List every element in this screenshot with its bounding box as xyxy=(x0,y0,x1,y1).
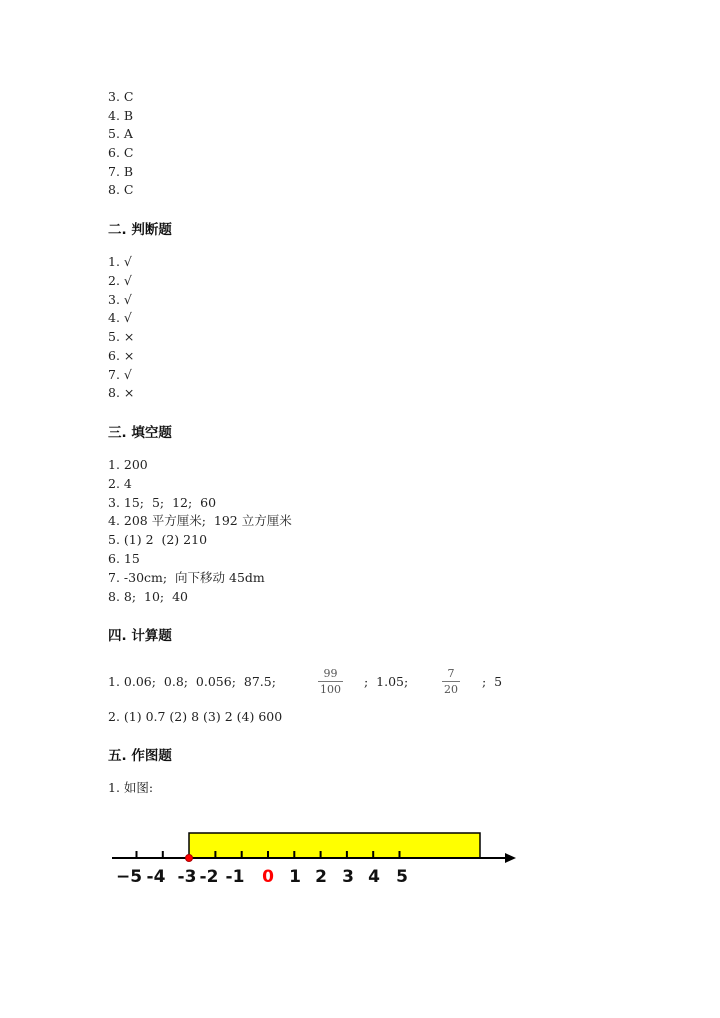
tick-label: 2 xyxy=(315,867,327,887)
fill-answer-2: 2. 4 xyxy=(108,476,132,491)
mc-answer-5: 5. A xyxy=(108,126,133,141)
judge-answer-4: 4. √ xyxy=(108,310,132,325)
judge-answer-7: 7. √ xyxy=(108,367,132,382)
mc-answer-3: 3. C xyxy=(108,89,134,104)
tick-label: 3 xyxy=(342,867,354,887)
tick-label: 0 xyxy=(262,867,274,887)
judge-answer-1: 1. √ xyxy=(108,254,132,269)
section-heading-fill: 三. 填空题 xyxy=(108,425,172,441)
judge-answer-2: 2. √ xyxy=(108,273,132,288)
tick-label: 4 xyxy=(368,867,380,887)
fill-answer-5: 5. (1) 2 (2) 210 xyxy=(108,532,208,547)
highlight-rectangle xyxy=(189,833,480,858)
fraction-numerator: 99 xyxy=(323,667,338,680)
fill-answer-3: 3. 15; 5; 12; 60 xyxy=(108,495,217,510)
tick-label: -3 xyxy=(177,867,197,887)
fraction-denominator: 20 xyxy=(444,683,458,696)
mc-answer-4: 4. B xyxy=(108,108,134,123)
tick-label-group xyxy=(116,867,408,887)
mc-answer-6: 6. C xyxy=(108,145,134,160)
tick-label: -4 xyxy=(146,867,166,887)
start-point-marker xyxy=(186,855,193,862)
mc-answer-7: 7. B xyxy=(108,164,134,179)
section-heading-draw: 五. 作图题 xyxy=(108,748,172,764)
tick-label: 5 xyxy=(396,867,408,887)
fill-answer-6: 6. 15 xyxy=(108,551,140,566)
tick-label: -1 xyxy=(225,867,245,887)
judge-answer-6: 6. × xyxy=(108,348,135,363)
fraction-denominator: 100 xyxy=(320,683,341,696)
judge-answer-3: 3. √ xyxy=(108,292,132,307)
judge-answer-8: 8. × xyxy=(108,385,135,400)
axis-arrow-icon xyxy=(505,853,516,863)
calc-answer-1-part-c: ; 5 xyxy=(482,674,503,689)
tick-label: −5 xyxy=(115,867,143,887)
fill-answer-7: 7. -30cm; 向下移动 45dm xyxy=(108,570,265,585)
fill-answer-1: 1. 200 xyxy=(108,457,148,472)
fill-answer-8: 8. 8; 10; 40 xyxy=(108,589,188,604)
calc-answer-1-part-b: ; 1.05; xyxy=(364,674,409,689)
section-heading-calc: 四. 计算题 xyxy=(108,628,172,644)
draw-answer-1: 1. 如图: xyxy=(108,780,154,795)
fill-answer-4: 4. 208 平方厘米; 192 立方厘米 xyxy=(108,513,292,528)
mc-answer-8: 8. C xyxy=(108,182,134,197)
tick-label: -2 xyxy=(199,867,219,887)
tick-label: 1 xyxy=(289,867,301,887)
fraction-numerator: 7 xyxy=(447,667,455,680)
calc-answer-2: 2. (1) 0.7 (2) 8 (3) 2 (4) 600 xyxy=(108,709,283,724)
judge-answer-5: 5. × xyxy=(108,329,135,344)
calc-answer-1-part-a: 1. 0.06; 0.8; 0.056; 87.5; xyxy=(108,674,276,689)
section-heading-judge: 二. 判断题 xyxy=(108,222,172,238)
